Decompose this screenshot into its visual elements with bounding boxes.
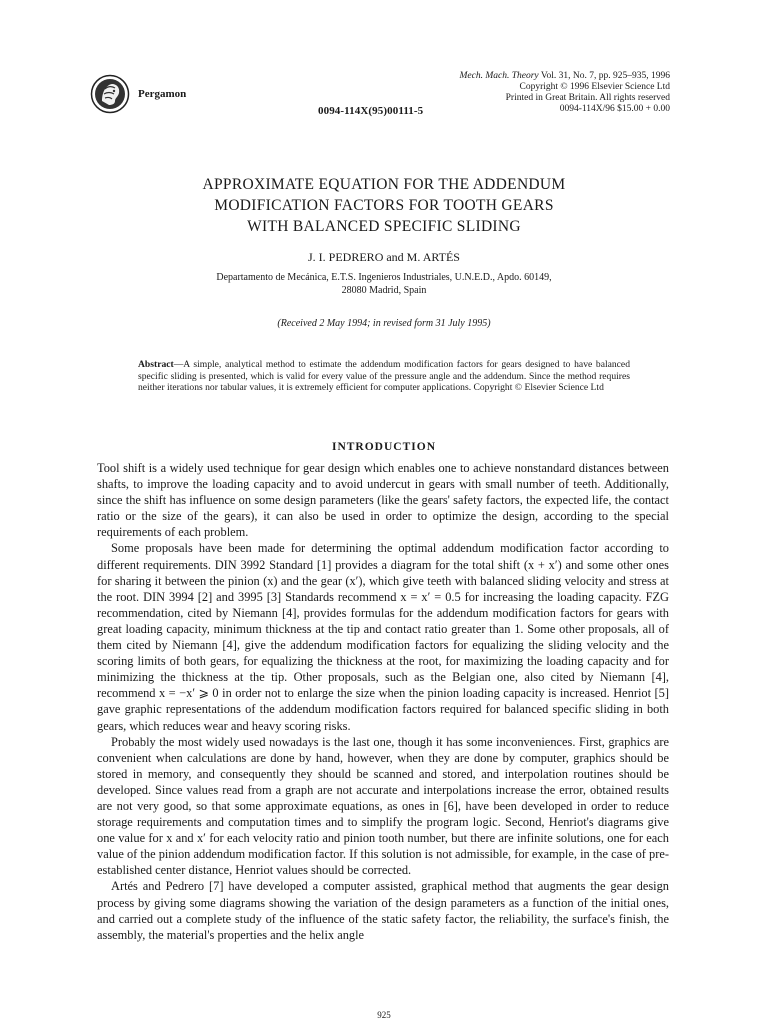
title-line: APPROXIMATE EQUATION FOR THE ADDENDUM bbox=[202, 176, 566, 193]
pergamon-logo-icon bbox=[90, 74, 130, 114]
page-header bbox=[0, 0, 768, 130]
abstract bbox=[138, 359, 630, 394]
authors: J. I. PEDRERO and M. ARTÉS bbox=[308, 250, 460, 264]
printed-line: Printed in Great Britain. All rights reserved bbox=[505, 93, 670, 103]
abstract-text: —A simple, analytical method to estimate the addendum modification factors for gears designed to have balanced specific sliding is presented, which is valid for every value of the pressure angle and the addendum. Since the method requires neither iterations nor tabular values, it is extremely efficient for computer applications. Copyright © Elsevier Science Ltd bbox=[138, 359, 630, 394]
publisher-name: Pergamon bbox=[138, 88, 187, 100]
affiliation bbox=[0, 271, 768, 297]
affiliation-line: 28080 Madrid, Spain bbox=[341, 285, 427, 296]
journal-line bbox=[460, 71, 671, 82]
copyright-line: Copyright © 1996 Elsevier Science Ltd bbox=[519, 82, 670, 92]
affiliation-line: Departamento de Mecánica, E.T.S. Ingenieros Industriales, U.N.E.D., Apdo. 60149, bbox=[216, 272, 552, 283]
received-dates: (Received 2 May 1994; in revised form 31 July 1995) bbox=[277, 318, 491, 329]
title-line: WITH BALANCED SPECIFIC SLIDING bbox=[247, 218, 521, 235]
abstract-label: Abstract bbox=[138, 359, 174, 370]
price-line: 0094-114X/96 $15.00 + 0.00 bbox=[559, 104, 670, 114]
title-line: MODIFICATION FACTORS FOR TOOTH GEARS bbox=[214, 197, 554, 214]
body-text bbox=[97, 460, 669, 943]
page-number: 925 bbox=[377, 1010, 391, 1020]
paragraph: Some proposals have been made for determining the optimal addendum modification factor according to different requirements. DIN 3992 Standard [1] provides a diagram for the total shift (x + x′) and some other ones for sharing it between the pinion (x) and the gear (x′), which give teeth with balanced sliding velocity and stress at the root. DIN 3994 [2] and 3995 [3] Standards recommend x = x′ = 0.5 for increasing the loading capacity. FZG recommendation, cited by Niemann [4], provides formulas for the addendum modification factors for gears with great loading capacity, minimum thickness at the tip and contact ratio greater than 1. Some other proposals, all of them cited by Niemann [4], give the addendum modification factors for equalizing the sliding velocity and the scoring limits of both gears, for equalizing the thickness at the root, for maximizing the loading capacity and for minimizing the thickness at the tip. Other proposals, such as the Belgian one, also cited by Niemann [4], recommend x = −x′ ⩾ 0 in order not to enlarge the size when the pinion loading capacity is increased. Henriot [5] gave graphic representations of the addendum modification factors required for balanced specific sliding in both gears, which reduces wear and heavy scoring risks. bbox=[97, 541, 669, 733]
paragraph: Artés and Pedrero [7] have developed a computer assisted, graphical method that augments the gear design process by giving some diagrams showing the variation of the design parameters as a function of the initial ones, and carried out a complete study of the influence of the static safety factor, the reliability, the surface's finish, the assembly, the material's properties and the helix angle bbox=[97, 879, 669, 942]
paper-title bbox=[0, 174, 768, 237]
journal-name: Mech. Mach. Theory bbox=[459, 71, 539, 81]
paragraph: Tool shift is a widely used technique for gear design which enables one to achieve nonstandard distances between shafts, to improve the loading capacity and to avoid undercut in gears with small number of teeth. Additionally, since the shift has influence on some design parameters (like the gears' safety factors, the expected life, the contact ratio or the size of the gears), it can also be used in order to optimize the design, according to the special requirements of each problem. bbox=[97, 461, 669, 540]
section-heading: INTRODUCTION bbox=[331, 441, 436, 453]
publication-info bbox=[460, 71, 671, 115]
doi-code: 0094-114X(95)00111-5 bbox=[318, 105, 424, 117]
volume-info: Vol. 31, No. 7, pp. 925–935, 1996 bbox=[540, 71, 670, 81]
paragraph: Probably the most widely used nowadays is the last one, though it has some inconveniences. First, graphics are convenient when calculations are done by hand, however, when they are done by computer, graphics should be stored in memory, and consequently they should be scanned and stored, and interpolation routines should be developed. Since values read from a graph are not accurate and interpolations increase the error, obtained results are not very good, so that some approximate equations, as ones in [6], have been developed in order to reduce storage requirements and computation times and to simplify the program logic. Second, Henriot's diagrams give one value for x and x′ for each velocity ratio and pinion tooth number, but there are infinite solutions, one for each value of the pinion addendum modification factor. If this solution is not admissible, for example, in the case of pre-established center distance, Henriot values should be corrected. bbox=[97, 734, 669, 878]
